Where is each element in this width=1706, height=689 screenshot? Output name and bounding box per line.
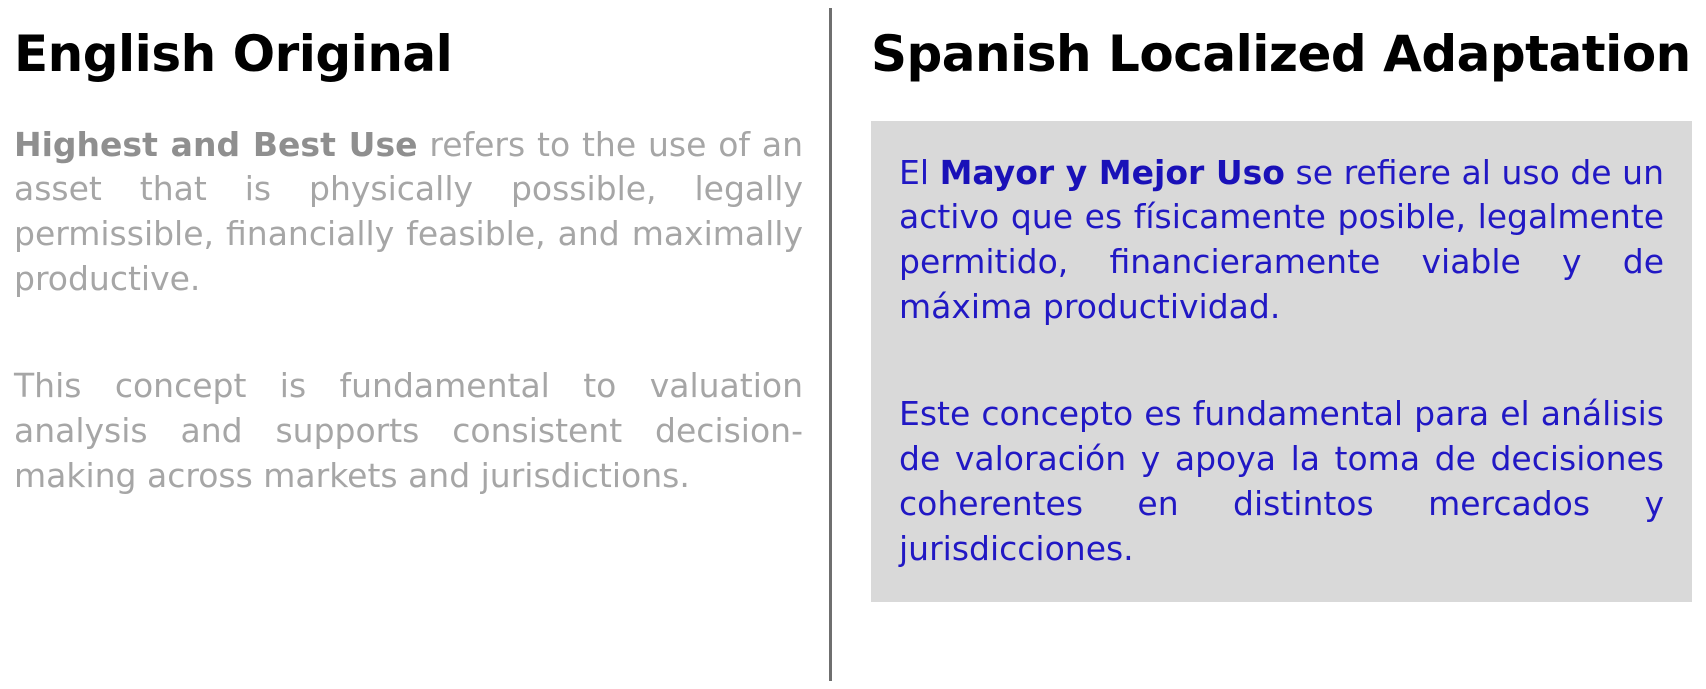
english-original-column [0,0,829,689]
english-paragraph-2 [10,364,803,499]
spanish-paragraph-2 [899,392,1664,572]
spanish-paragraph-1 [899,151,1664,331]
spanish-paragraph-1-bold: Mayor y Mejor Uso [939,152,1285,192]
spanish-paragraph-1-text: se refiere al uso de un activo que es físicamente posible, legalmente permitido, financieramente viable y de máxima productividad. [899,152,1664,327]
english-paragraph-1-text: refers to the use of an asset that is physically possible, legally permissible, financially feasible, and maximally productive. [14,124,804,299]
english-paragraph-2-text: This concept is fundamental to valuation analysis and supports consistent decision-making across markets and jurisdictions. [14,366,803,495]
spanish-paragraph-2-text: Este concepto es fundamental para el análisis de valoración y apoya la toma de decisiones coherentes en distintos mercados y jurisdicciones. [899,394,1664,568]
english-paragraph-1 [10,123,803,303]
spanish-localized-column [829,0,1706,689]
page-title-english: English Original [14,25,453,83]
english-paragraph-1-bold-lead: Highest and Best Use [14,124,418,164]
english-body [10,123,803,499]
spanish-paragraph-1-lead: El [899,152,940,192]
spanish-body-panel [871,121,1692,602]
column-divider [829,8,832,681]
page-title-spanish: Spanish Localized Adaptation [871,25,1691,83]
